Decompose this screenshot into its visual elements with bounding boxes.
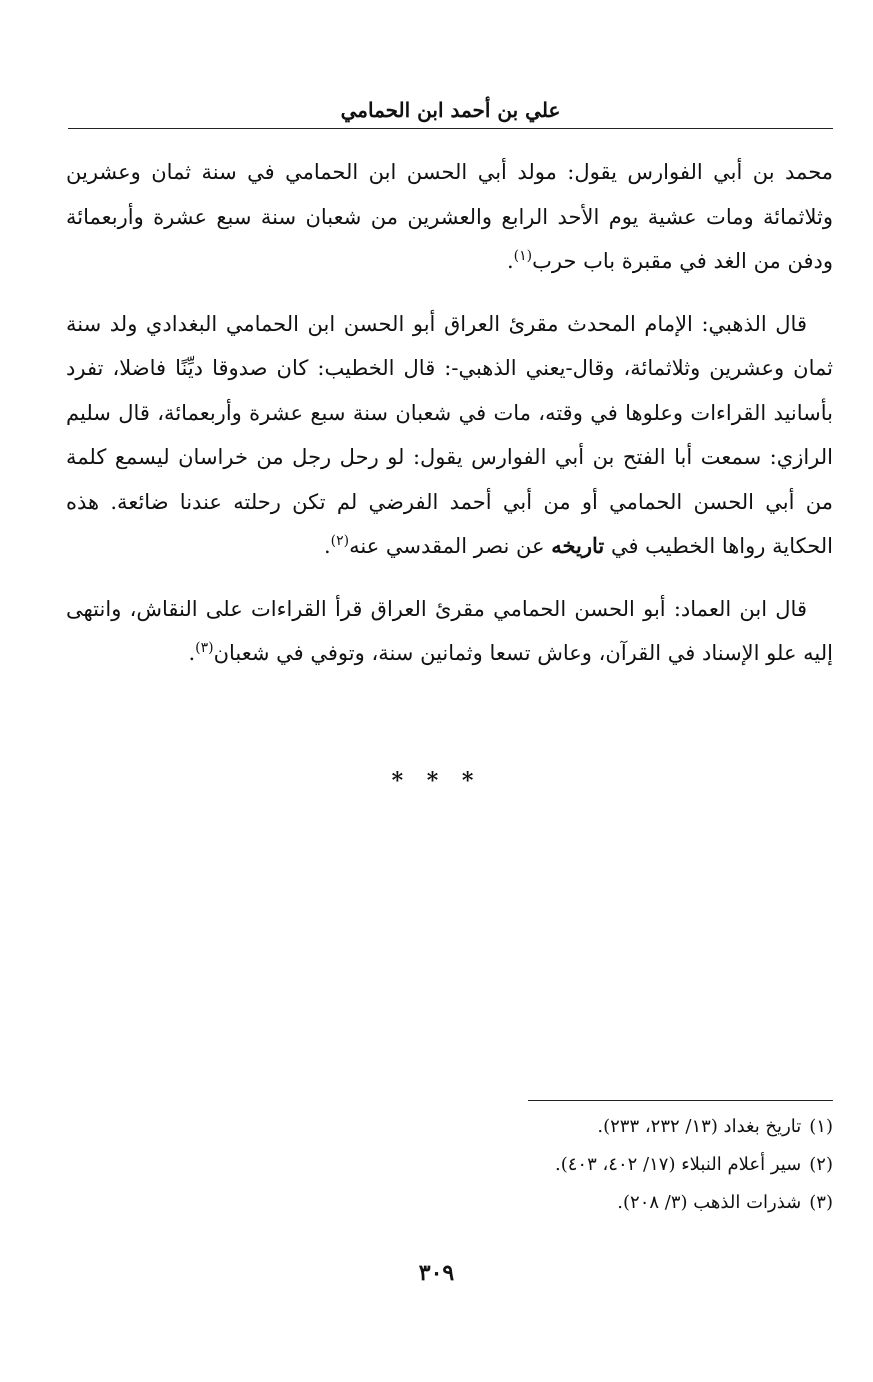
footnote-marker-3: (٣) [195,640,214,656]
footnote-1-number: (١) [809,1116,833,1137]
footnote-2-text: سير أعلام النبلاء (١٧/ ٤٠٢، ٤٠٣). [555,1154,802,1175]
paragraph-3-text: قال ابن العماد: أبو الحسن الحمامي مقرئ العراق قرأ القراءات على النقاش، وانتهى إليه علو الإسناد في القرآن، وعاش تسعا وثمانين سنة، وتوفي في شعبان [66,596,833,665]
paragraph-1-text: محمد بن أبي الفوارس يقول: مولد أبي الحسن ابن الحمامي في سنة ثمان وعشرين وثلاثمائة ومات عشية يوم الأحد الرابع والعشرين من شعبان سنة سبع عشرة وأربعمائة ودفن من الغد في مقبرة باب حرب [66,160,833,273]
paragraph-2-text-b: عن نصر المقدسي عنه [349,534,545,558]
footnote-marker-2: (٢) [330,533,350,549]
footnote-3 [300,1184,833,1222]
main-text [66,150,833,694]
footnote-1-text: تاريخ بغداد (١٣/ ٢٣٢، ٢٣٣). [597,1116,802,1137]
footnote-2-number: (٢) [809,1154,833,1175]
paragraph-2-end: . [323,534,331,558]
running-title: علي بن أحمد ابن الحمامي [340,98,561,122]
footnote-marker-1: (١) [513,248,533,264]
footnote-3-text: شذرات الذهب (٣/ ٢٠٨). [617,1192,802,1213]
header-rule [68,128,833,129]
footnotes [300,1108,833,1222]
footnote-rule [528,1100,833,1101]
paragraph-1 [66,150,833,284]
paragraph-2-text-a: قال الذهبي: الإمام المحدث مقرئ العراق أبو الحسن ابن الحمامي البغدادي ولد سنة ثمان وعشرين وثلاثمائة، وقال-يعني الذهبي-: قال الخطيب: كان صدوقا ديِّنًا فاضلا، تفرد بأسانيد القراءات وعلوها في وقته، مات في شعبان سنة سبع عشرة وأربعمائة، قال سليم الرازي: سمعت أبا الفتح بن أبي الفوارس يقول: لو رحل رجل من خراسان ليسمع كلمة من أبي الحسن الحمامي أو من أبي أحمد الفرضي لم تكن رحلته عندنا ضائعة. هذه الحكاية رواها الخطيب في [66,311,833,558]
section-separator: * * * [391,768,482,794]
footnote-3-number: (٣) [809,1192,833,1213]
paragraph-2 [66,302,833,569]
paragraph-2-bold-title: تاريخه [551,533,605,558]
page-number: ٣٠٩ [418,1260,455,1286]
paragraph-1-end: . [506,249,514,273]
footnote-1 [300,1108,833,1146]
footnote-2 [300,1146,833,1184]
paragraph-3 [66,587,833,676]
paragraph-3-end: . [188,641,196,665]
